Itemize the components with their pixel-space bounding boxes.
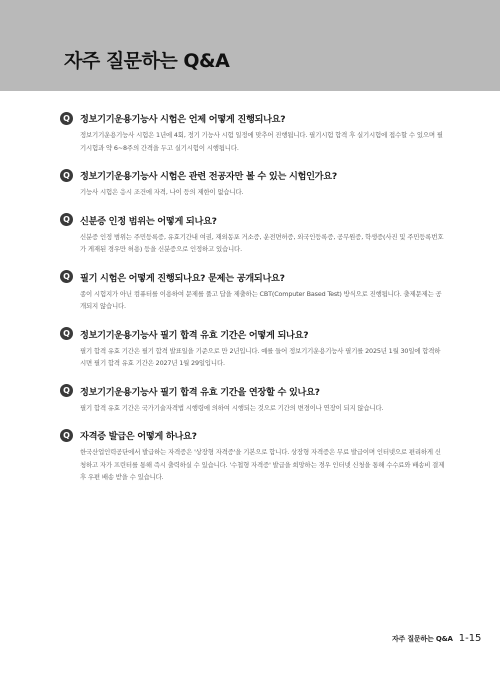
question-text: 자격증 발급은 어떻게 하나요?: [80, 431, 197, 442]
question-text: 정보기기운용기능사 필기 합격 유효 기간을 연장할 수 있나요?: [80, 386, 320, 398]
qa-item: [60, 270, 445, 313]
question-text: 필기 시험은 어떻게 진행되나요? 문제는 공개되나요?: [80, 272, 285, 284]
q-badge-icon: Q: [60, 112, 73, 125]
question-text: 정보기기운용기능사 필기 합격 유효 기간은 어떻게 되나요?: [80, 329, 309, 341]
question-row: [60, 327, 445, 341]
answer-text: 필기 합격 유효 기간은 필기 합격 발표일을 기준으로 만 2년입니다. 예를 들어 정보기기운용기능사 필기를 2025년 1월 30일에 합격하시면 필기 합격 유효 기간은 2027년 1월 29일입니다.: [80, 346, 441, 367]
question-text: 정보기기운용기능사 시험은 언제 어떻게 진행되나요?: [80, 114, 286, 125]
header-bar: [0, 0, 500, 91]
qa-item: [60, 111, 445, 154]
qa-item: [60, 428, 445, 484]
footer-section-label: 자주 질문하는 Q&A: [392, 635, 453, 643]
qa-item: [60, 384, 445, 415]
question-text: 신분증 인정 범위는 어떻게 되나요?: [80, 215, 217, 227]
q-badge-icon: Q: [60, 270, 73, 283]
page-number: 1-15: [458, 633, 482, 644]
question-row: [60, 213, 445, 227]
q-badge-icon: Q: [60, 384, 73, 397]
answer-text: 정보기기운용기능사 시험은 1년에 4회, 정기 기능사 시험 일정에 맞추어 진행됩니다. 필기시험 합격 후 실기시험에 접수할 수 있으며 필기시험과 약 6~8주의 간격을 두고 실기시험이 시행됩니다.: [80, 131, 443, 152]
page-title: 자주 질문하는 Q&A: [64, 50, 230, 72]
qa-list: [60, 111, 445, 498]
qa-item: [60, 213, 445, 256]
qa-item: [60, 168, 445, 199]
answer-text: 기능사 시험은 응시 조건에 자격, 나이 등의 제한이 없습니다.: [80, 188, 244, 196]
question-text: 정보기기운용기능사 시험은 관련 전공자만 볼 수 있는 시험인가요?: [80, 171, 337, 182]
question-row: [60, 270, 445, 284]
question-row: [60, 428, 445, 442]
q-badge-icon: Q: [60, 429, 73, 442]
answer-text: 한국산업인력공단에서 발급하는 자격증은 '상장형 자격증'을 기본으로 합니다. 상장형 자격증은 무료 발급이며 인터넷으로 편리하게 신청하고 자가 프린터를 통해 즉시 출력하실 수 있습니다. '수첩형 자격증' 발급을 희망하는 경우 인터넷 신청을 통해 수수료와 배송비 결제 후 우편 배송 받을 수 있습니다.: [80, 448, 445, 481]
q-badge-icon: Q: [60, 213, 73, 226]
answer-text: 신분증 인정 범위는 주민등록증, 유효기간내 여권, 재외동포 거소증, 운전면허증, 외국인등록증, 공무원증, 학생증(사진 및 주민등록번호가 게재된 경우만 허용) 등을 신분증으로 인정하고 있습니다.: [80, 232, 444, 253]
answer-text: 필기 합격 유효 기간은 국가기술자격법 시행령에 의하여 시행되는 것으로 기간의 변경이나 연장이 되지 않습니다.: [80, 403, 384, 412]
q-badge-icon: Q: [60, 169, 73, 182]
qa-item: [60, 327, 445, 370]
question-row: [60, 168, 445, 182]
question-row: [60, 384, 445, 398]
q-badge-icon: Q: [60, 327, 73, 340]
answer-text: 종이 시험지가 아닌 컴퓨터를 이용하여 문제를 풀고 답을 제출하는 CBT(Computer Based Test) 방식으로 진행됩니다. 출제문제는 공개되지 않습니다.: [80, 289, 442, 310]
question-row: [60, 111, 445, 125]
page-footer: [392, 633, 481, 644]
